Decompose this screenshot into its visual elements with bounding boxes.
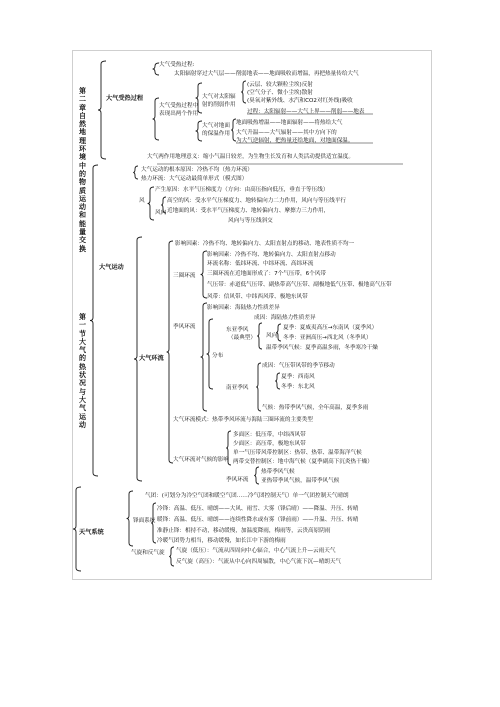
- south-item: 冬季：东北风: [281, 384, 315, 390]
- protect-title2: 的保温作用: [202, 131, 230, 137]
- weaken-item: (空气分子、微小尘埃)散射: [247, 90, 313, 96]
- seasonal-cause: 影响因素：海陆热力性质差异: [207, 305, 280, 311]
- heat-a-title: 大气受热过程:: [159, 62, 195, 68]
- three-item: 气压带：赤道低气压带、副热带高气压带、副极地低气压带、极地高气压带: [207, 282, 392, 288]
- front-item: 暖锋：高温、低压、晴朗——连续性降水或有雾（锋前雨）——升温、升压、转晴: [157, 517, 359, 523]
- climate-impact-label: 大气环流对气候的影响: [173, 457, 229, 463]
- motion-heat-circ: 热力环流：大气运动最简单形式（模式图）: [141, 176, 248, 182]
- seasonal-label: 季风环流: [173, 324, 196, 330]
- impact-item: 多面区：低压带，中纬西风带: [233, 432, 306, 438]
- chapter-title: 第二章自然地理环境中的物质运动和能量交换: [79, 87, 86, 253]
- protect-item: 地面吸热增温——地面辐射——将热给大气: [236, 120, 343, 126]
- heat-root: 大气受热过程: [106, 95, 144, 102]
- bracket-8: [133, 166, 138, 179]
- east-wind-label: 风向: [266, 333, 278, 339]
- cyclone-item: 反气旋（高压）：气流从中心向四周辐散，中心气流下沉—晴朗天气: [176, 559, 342, 565]
- motion-root: 大气运动: [99, 264, 124, 271]
- east-item: 温带季风气候：夏季高温多雨，冬季寒冷干燥: [266, 345, 378, 351]
- bracket-0: [98, 61, 106, 159]
- circ-system: 大气环流模式：热带季风环流与海陆三圈环流的主要类型: [173, 417, 313, 423]
- three-cell-label: 三圈环流: [173, 273, 196, 279]
- heat-b-title1: 大气受热过程中: [159, 103, 199, 109]
- impact-item: 单一气压带风带控制区：热带、热带、温带海洋气候: [233, 450, 362, 456]
- motion-simple: 大气运动的根本原因：冷热不均（热力环流）: [141, 167, 253, 173]
- front-item: 冷暖气团势力相当，移动缓慢，如长江中下游的梅雨: [157, 538, 286, 544]
- weaken-title1: 大气对太阳辐: [202, 94, 236, 100]
- circ-factors: 影响因素：冷热不均、地转偏向力、太阳直射点的移动、地表性质不均一: [175, 241, 355, 247]
- protect-item: 为大气逆辐射，把热量还给地面，对地面保温。: [236, 138, 354, 144]
- heat-b-title2: 表现出两个作用: [159, 111, 199, 117]
- south-item: 成因：气压带风带的季节移动: [262, 363, 335, 369]
- front-item: 冷锋：高温、低压、晴朗——大风、雨雪、大雾（锋后晴）——降温、升压、转晴: [157, 506, 359, 512]
- distribution-label: 分布: [212, 353, 224, 359]
- monsoon-item: 热带季风气候: [261, 469, 295, 475]
- bracket-18: [256, 363, 261, 411]
- south-item: 气候：热带季风气候，全年高温，夏季多雨: [262, 405, 369, 411]
- bracket-25: [169, 547, 174, 566]
- wind-label: 风: [139, 198, 145, 204]
- south-asia-monsoon: 南亚季风: [226, 385, 249, 391]
- bracket-7: [90, 165, 98, 476]
- heat-meaning: 大气两作用地理意义：缩小气温日较差，为生物生长发育和人类活动提供适宜温度。: [147, 154, 354, 160]
- bracket-14: [201, 303, 207, 411]
- wind-near1: 近地面的风：受水平气压梯度力、地转偏向力、摩擦力三力作用，: [167, 208, 330, 214]
- wind-cause: 产生原因：水平气压梯度力（方向：由高压指向低压，垂直于等压线）: [155, 187, 329, 193]
- front-label: 锋面系统: [133, 518, 156, 524]
- weather-root: 天气系统: [79, 529, 104, 536]
- wind-high: 高空的风：受水平气压梯度力、地转偏向力二力作用，风向与等压线平行: [167, 198, 347, 204]
- seasonal-cause2: 成因：海陆热力性质差异: [254, 315, 316, 321]
- front-item: 准静止锋：相持不动，移动缓慢，加温度降雨，梅雨等，云贵高原阴雨: [157, 528, 331, 534]
- monsoon-item: 亚热带季风气候，温带季风气候: [261, 478, 340, 484]
- wind-near2: 风向与等压线斜交: [228, 218, 273, 224]
- east-item: 冬季：亚洲高压→西北风（冬季风）: [283, 335, 372, 341]
- protect-item: 大气升温——大气辐射——其中方向下的: [236, 130, 337, 136]
- monsoon-label: 季风环流: [226, 477, 249, 483]
- impact-item: 两带交替控制区：地中海气候（夏季副高下沉炎热干燥）: [233, 459, 373, 465]
- east-item: 夏季：夏威夷高压→东南风（夏季风）: [283, 325, 378, 331]
- three-item: 风带：信风带、中纬西风带、极地东风带: [207, 294, 308, 300]
- protect-title1: 大气对地面: [202, 123, 230, 129]
- weaken-item: (云层、较大颗粒尘埃)反射: [247, 82, 313, 88]
- section-title: 第一节大气的热状况与大气运动: [79, 313, 86, 429]
- three-item: 影响因素：冷热不均、地转偏向力、太阳直射点移动: [207, 252, 336, 258]
- notes-sheet: [72, 50, 432, 580]
- front-item: 气团：(可划分为冷空气团和暖空气团……冷气团控制天气）单一气团控制天气晴朗: [145, 493, 349, 499]
- bracket-5: [241, 81, 246, 103]
- circ-root: 大气环流: [139, 355, 164, 362]
- weaken-process: 过程：太阳辐射——大气上界——削弱——地表: [247, 109, 365, 115]
- impact-item: 少面区：高压带，极地东风带: [233, 441, 306, 447]
- weaken-title2: 射的削弱作用: [202, 102, 236, 108]
- south-item: 夏季：西南风: [281, 374, 315, 380]
- east-asia-typical: （最典型）: [228, 335, 256, 341]
- weaken-item: (臭氧对紫外线、水汽和CO2对红外线)吸收: [247, 98, 353, 104]
- bracket-16: [257, 323, 262, 349]
- wind-dir-label: 风向: [155, 210, 167, 216]
- bracket-21: [254, 467, 259, 484]
- heat-a-line: 太阳辐射穿过大气层——削弱地表——地面吸收而增温，再把热量传给大气: [174, 71, 359, 77]
- three-item: 三圈环流在近地面形成了：7个气压带，6个风带: [207, 271, 326, 277]
- cyclone-item: 气旋（低压）：气流从四周向中心辐合，中心气流上升—云雨天气: [176, 548, 336, 554]
- three-item: 环流名称：低纬环流、中纬环流、高纬环流: [207, 261, 314, 267]
- bracket-19: [275, 373, 280, 389]
- bracket-9: [148, 187, 154, 220]
- cyclone-label: 气旋和反气旋: [131, 550, 165, 556]
- east-asia-monsoon: 东亚季风: [226, 327, 249, 333]
